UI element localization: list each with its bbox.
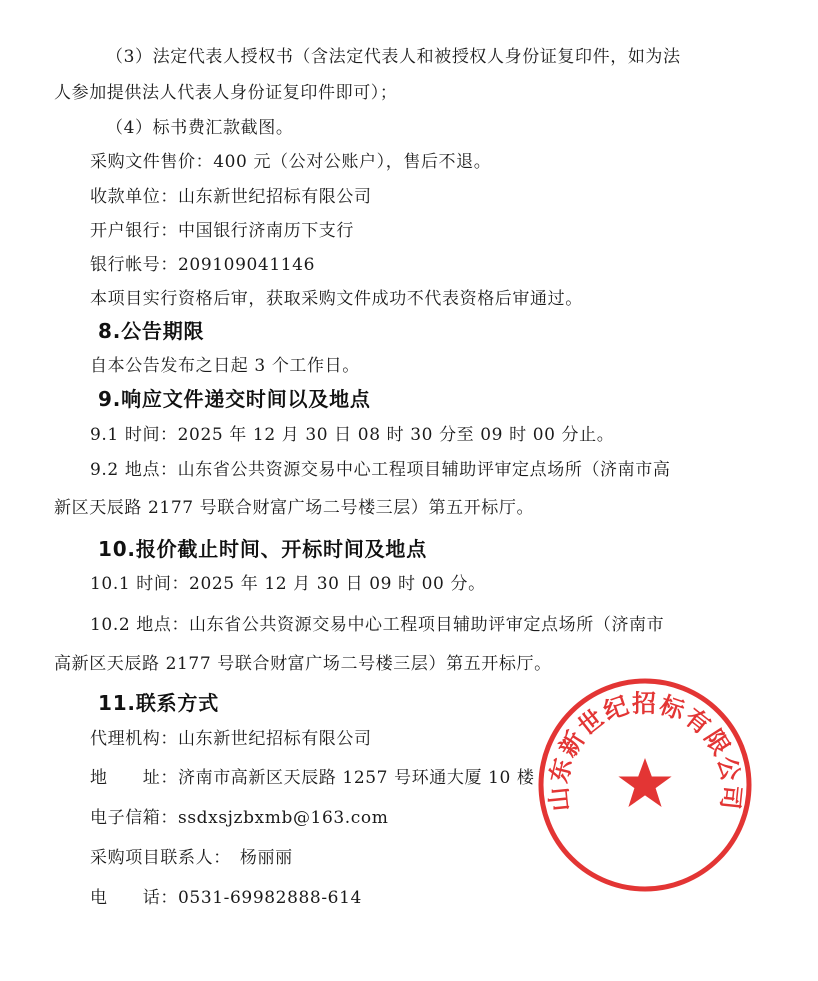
contact-phone: 电 话：0531-69982888-614 — [90, 888, 362, 908]
bank: 开户银行：中国银行济南历下支行 — [90, 221, 354, 241]
opening-time: 10.1 时间：2025 年 12 月 30 日 09 时 00 分。 — [90, 574, 486, 594]
document-price: 采购文件售价：400 元（公对公账户），售后不退。 — [90, 152, 492, 172]
bank-account: 银行帐号：209109041146 — [90, 255, 315, 275]
contact-person: 采购项目联系人： 杨丽丽 — [90, 848, 293, 868]
contact-agency: 代理机构：山东新世纪招标有限公司 — [90, 729, 372, 749]
submission-place-line-2: 新区天辰路 2177 号联合财富广场二号楼三层）第五开标厅。 — [54, 498, 535, 518]
opening-place-line-1: 10.2 地点：山东省公共资源交易中心工程项目辅助评审定点场所（济南市 — [90, 615, 665, 635]
qualification-note: 本项目实行资格后审，获取采购文件成功不代表资格后审通过。 — [90, 289, 583, 309]
submission-place-line-1: 9.2 地点：山东省公共资源交易中心工程项目辅助评审定点场所（济南市高 — [90, 460, 671, 480]
item-4: （4）标书费汇款截图。 — [106, 118, 294, 138]
heading-11: 11.联系方式 — [98, 691, 220, 715]
announcement-period: 自本公告发布之日起 3 个工作日。 — [90, 356, 360, 376]
payee: 收款单位：山东新世纪招标有限公司 — [90, 187, 372, 207]
heading-9: 9.响应文件递交时间以及地点 — [98, 387, 371, 411]
heading-10: 10.报价截止时间、开标时间及地点 — [98, 537, 428, 561]
seal-text: 山东新世纪招标有限公司 — [544, 689, 746, 813]
opening-place-line-2: 高新区天辰路 2177 号联合财富广场二号楼三层）第五开标厅。 — [54, 654, 552, 674]
company-seal — [534, 674, 756, 896]
heading-8: 8.公告期限 — [98, 319, 205, 343]
item-3-line-1: （3）法定代表人授权书（含法定代表人和被授权人身份证复印件，如为法 — [106, 47, 681, 67]
submission-time: 9.1 时间：2025 年 12 月 30 日 08 时 30 分至 09 时 00 分止。 — [90, 425, 615, 445]
item-3-line-2: 人参加提供法人代表人身份证复印件即可）； — [54, 83, 398, 103]
contact-email: 电子信箱：ssdxsjzbxmb@163.com — [90, 808, 389, 828]
star-icon — [618, 758, 671, 807]
contact-address: 地 址：济南市高新区天辰路 1257 号环通大厦 10 楼 — [90, 768, 535, 788]
